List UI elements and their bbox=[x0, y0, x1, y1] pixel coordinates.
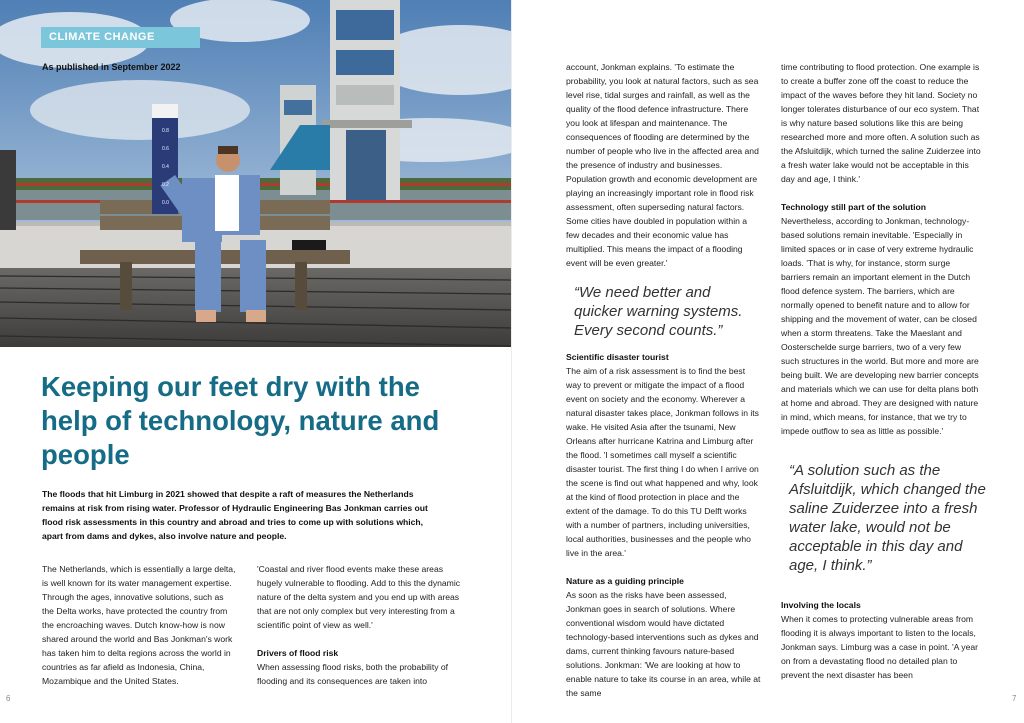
subhead-nature-guiding-principle: Nature as a guiding principle bbox=[566, 576, 684, 586]
gauge-label: 0.6 bbox=[162, 146, 169, 152]
gauge-label: 0.8 bbox=[162, 128, 169, 134]
gauge-label: 0.4 bbox=[162, 164, 169, 170]
page-number-right: 7 bbox=[1012, 694, 1017, 703]
subhead-scientific-disaster-tourist: Scientific disaster tourist bbox=[566, 352, 669, 362]
article-headline: Keeping our feet dry with the help of technology, nature and people bbox=[41, 371, 440, 470]
gauge-label: 0.2 bbox=[162, 182, 169, 188]
body-paragraph: The Netherlands, which is essentially a large delta, is well known for its water management expertise. Through the ages, innovative solutions, such as the Delta works, have protected the country from the encroaching waves. Dutch know-how is now shared around the world and Bas Jonkman's work has taken him to delta regions across the world in countries as far afield as Indonesia, China, Mozambique and the United States. bbox=[42, 564, 236, 686]
section-tag: CLIMATE CHANGE bbox=[41, 27, 200, 48]
body-paragraph: time contributing to flood protection. One example is to create a buffer zone off the coast to reduce the impact of the waves before they hit land. Society no longer tolerates disturbance of our eco system. That is why nature based solutions like this are being researched more and more often. A solution such as the Afsluitdijk, which turned the saline Zuiderzee into a fresh water lake would not be acceptable in this day and age, I think.' bbox=[781, 62, 981, 184]
right-column-1 bbox=[566, 60, 762, 270]
body-paragraph: Nevertheless, according to Jonkman, technology-based solutions remain inevitable. 'Especially in limited spaces or in case of very extreme hydraulic loads. 'That is why, for instance, storm surge barriers remain an important element in the Dutch flood defence system. The barriers, which are normally opened to benefit nature and to allow for shipping and the movement of water, can be closed when a storm threatens. Take the Maeslant and Oosterschelde surge barriers, two of a very few such structures in the world. But more and more are being built. We are developing new barrier concepts and materials which we can use for delta plans both at home and abroad. They are designed with nature in mind, which means, for instance, that we try to impede outflow to sea as little as possible.' bbox=[781, 216, 979, 436]
cover-photo bbox=[0, 0, 512, 347]
right-column-2 bbox=[781, 60, 981, 438]
gauge-label: 0.0 bbox=[162, 200, 169, 206]
right-page bbox=[512, 0, 1024, 723]
pull-quote-2: “A solution such as the Afsluitdijk, which changed the saline Zuiderzee into a fresh water lake, would not be acceptable in this day and age, I think.” bbox=[789, 462, 986, 574]
subhead-technology-still-part: Technology still part of the solution bbox=[781, 202, 926, 212]
body-paragraph: As soon as the risks have been assessed, Jonkman goes in search of solutions. Where conventional wisdom would have dictated technology-based interventions such as dykes and dams, current thinking favours nature-based solutions. Jonkman: 'We are looking at how to enable nature to take its course in an area, while at the same bbox=[566, 590, 761, 698]
body-paragraph: The aim of a risk assessment is to find the best way to prevent or mitigate the impact of a flood event on society and the economy. Wherever a natural disaster takes place, Jonkman follows in its wake. He visited Asia after the tsunami, New Orleans after hurricane Katrina and Limburg after the flood. 'I sometimes call myself a scientific disaster tourist. The first thing I do when I arrive on the scene is find out what happened and why, look at the kind of flood protection in place and the extent of the damage. To do this TU Delft works with a number of partners, including universities, local authorities, businesses and the people who live in the area.' bbox=[566, 366, 759, 558]
left-column-1 bbox=[42, 562, 236, 688]
page-number-left: 6 bbox=[6, 694, 11, 703]
published-date: As published in September 2022 bbox=[42, 62, 181, 72]
body-paragraph: When it comes to protecting vulnerable areas from flooding it is always important to listen to the locals, Jonkman says. Limburg was a case in point. 'A year on from a devastating flood no detailed plan to prevent the next disaster has been bbox=[781, 614, 979, 680]
right-column-1-lower bbox=[566, 350, 762, 700]
subhead-drivers-of-flood-risk: Drivers of flood risk bbox=[257, 648, 339, 658]
subhead-involving-the-locals: Involving the locals bbox=[781, 600, 861, 610]
left-column-2 bbox=[257, 562, 462, 688]
body-paragraph: account, Jonkman explains. 'To estimate the probability, you look at natural factors, such as sea level rise, tidal surges and rainfall, as well as the quality of the flood defence infrastructure. There you look at lifespan and maintenance. The consequences of flooding are determined by the number of people who live in the affected area and the presence of industry and businesses. Population growth and economic development are playing an increasingly important role in flood risk assessment, often superseding natural factors. Some cities have doubled in population within a few decades and their economic value has multiplied. This means the impact of a flooding event will be even greater.' bbox=[566, 62, 759, 268]
pull-quote-1: “We need better and quicker warning systems. Every second counts.” bbox=[574, 284, 743, 339]
water-gauge-scale bbox=[162, 122, 180, 212]
right-column-2-lower bbox=[781, 598, 981, 682]
article-lead: The floods that hit Limburg in 2021 showed that despite a raft of measures the Netherlands remains at risk from rising water. Professor of Hydraulic Engineering Bas Jonkman carries out flood risk assessments in this country and abroad and tries to come up with solutions which, apart from dams and dykes, also involve nature and people. bbox=[42, 489, 428, 541]
body-paragraph: When assessing flood risks, both the probability of flooding and its consequences are taken into bbox=[257, 662, 449, 686]
body-paragraph: 'Coastal and river flood events make these areas hugely vulnerable to flooding. Add to this the dynamic nature of the delta system and you end up with areas that are not only complex but very interesting from a scientific point of view as well.' bbox=[257, 564, 461, 630]
photo-illustration bbox=[0, 0, 512, 347]
